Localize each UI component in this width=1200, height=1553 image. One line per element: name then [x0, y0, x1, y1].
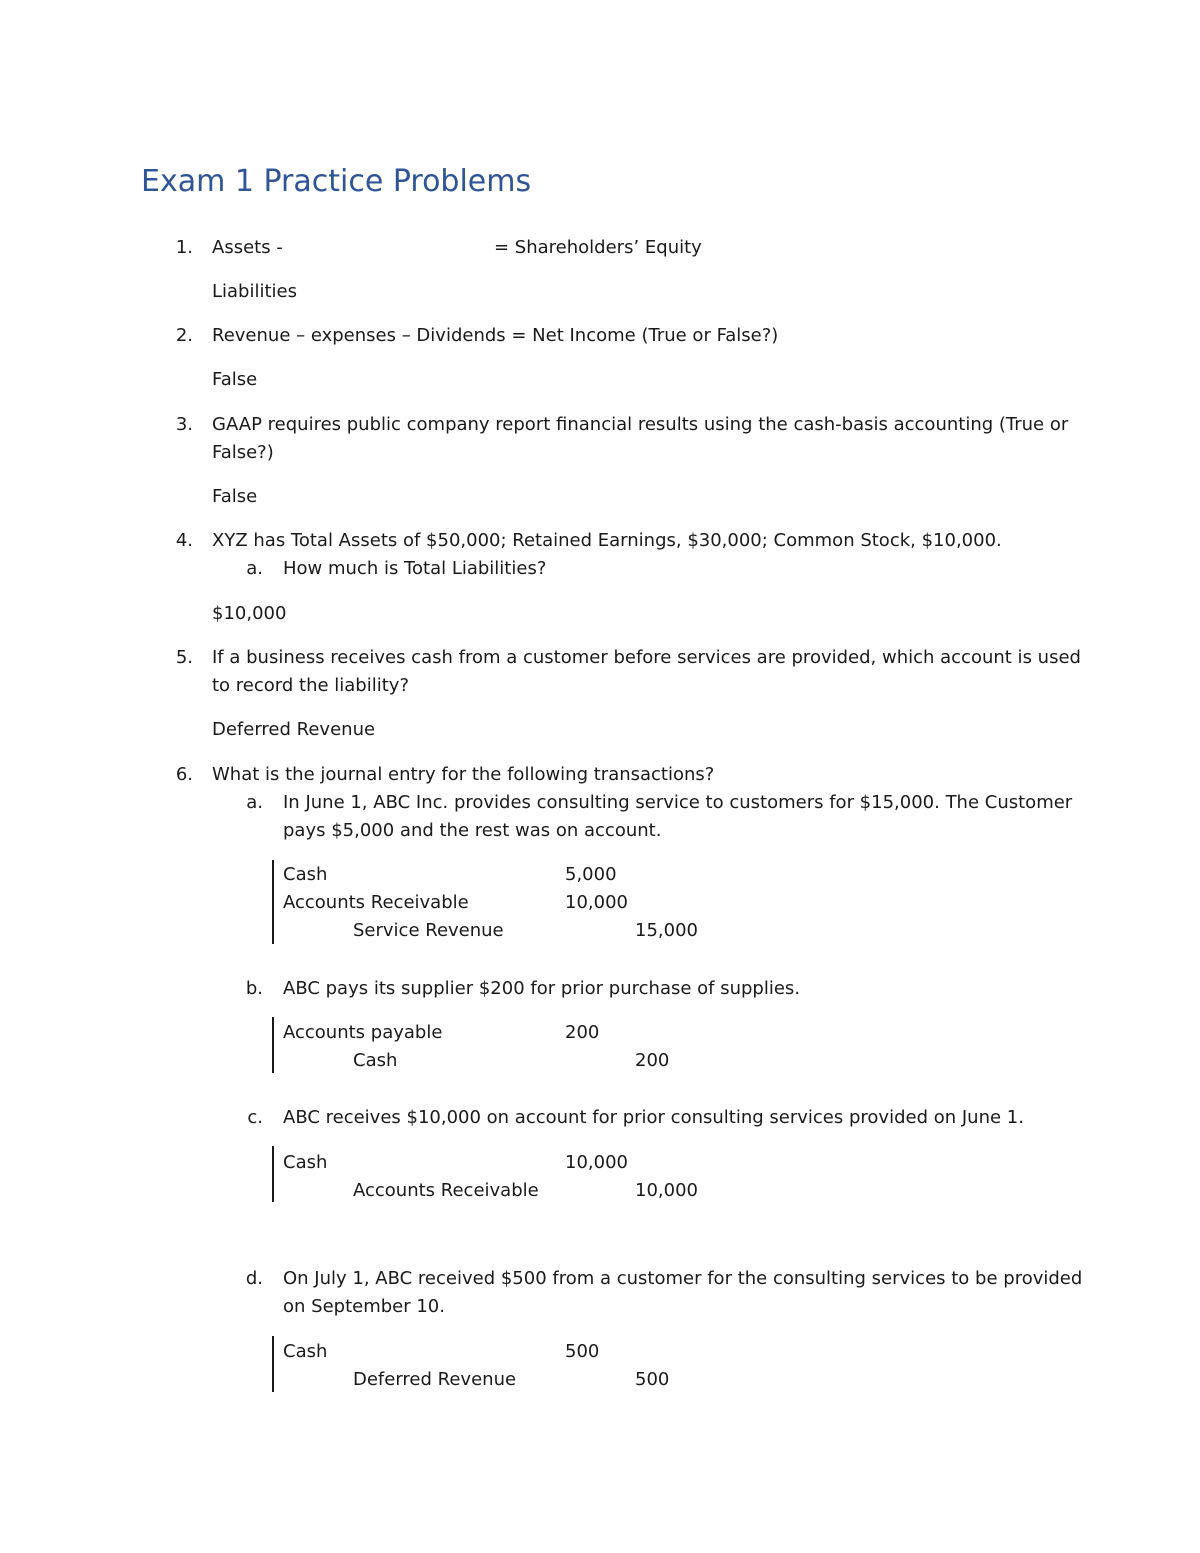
credit-account: Service Revenue — [353, 920, 504, 941]
debit-account: Accounts payable — [283, 1022, 443, 1043]
sub-question-text: pays $5,000 and the rest was on account. — [283, 820, 662, 841]
question-text: = Shareholders’ Equity — [494, 237, 702, 258]
question-text: Revenue – expenses – Dividends = Net Income (True or False?) — [212, 325, 779, 346]
question-text: False?) — [212, 442, 274, 463]
sub-question-letter: c. — [247, 1107, 263, 1128]
question-text: If a business receives cash from a customer before services are provided, which account is used — [212, 647, 1081, 668]
credit-account: Deferred Revenue — [353, 1369, 517, 1390]
question-text: XYZ has Total Assets of $50,000; Retained Earnings, $30,000; Common Stock, $10,000. — [212, 530, 1002, 551]
debit-amount: 500 — [565, 1341, 600, 1362]
question-number: 1. — [175, 237, 193, 258]
sub-question-letter: a. — [246, 792, 263, 813]
sub-question-text: How much is Total Liabilities? — [283, 558, 547, 579]
journal-entry-bar — [272, 1017, 274, 1073]
answer-text: Liabilities — [212, 281, 297, 302]
debit-amount: 5,000 — [565, 864, 617, 885]
question-number: 2. — [175, 325, 193, 346]
sub-question-text: ABC pays its supplier $200 for prior purchase of supplies. — [283, 978, 801, 999]
sub-question-text: In June 1, ABC Inc. provides consulting service to customers for $15,000. The Customer — [283, 792, 1073, 813]
question-number: 5. — [175, 647, 193, 668]
debit-account: Cash — [283, 1341, 328, 1362]
question-text: What is the journal entry for the following transactions? — [212, 764, 715, 785]
question-text: to record the liability? — [212, 675, 409, 696]
sub-question-text: on September 10. — [283, 1296, 445, 1317]
debit-account: Cash — [283, 864, 328, 885]
debit-amount: 10,000 — [565, 892, 628, 913]
question-text: Assets - — [212, 237, 283, 258]
sub-question-letter: b. — [245, 978, 263, 999]
answer-text: False — [212, 369, 258, 390]
sub-question-text: On July 1, ABC received $500 from a customer for the consulting services to be provided — [283, 1268, 1083, 1289]
answer-text: $10,000 — [212, 603, 287, 624]
credit-account: Cash — [353, 1050, 398, 1071]
page-title: Exam 1 Practice Problems — [141, 164, 532, 199]
sub-question-text: ABC receives $10,000 on account for prior consulting services provided on June 1. — [283, 1107, 1024, 1128]
credit-amount: 200 — [635, 1050, 670, 1071]
question-text: GAAP requires public company report financial results using the cash-basis accounting (True or — [212, 414, 1069, 435]
journal-entry-bar — [272, 1336, 274, 1392]
journal-entry-bar — [272, 1146, 274, 1202]
credit-amount: 10,000 — [635, 1180, 698, 1201]
credit-amount: 500 — [635, 1369, 670, 1390]
debit-amount: 10,000 — [565, 1152, 628, 1173]
debit-account: Cash — [283, 1152, 328, 1173]
credit-account: Accounts Receivable — [353, 1180, 539, 1201]
credit-amount: 15,000 — [635, 920, 698, 941]
sub-question-letter: a. — [246, 558, 263, 579]
question-number: 6. — [175, 764, 193, 785]
question-number: 4. — [175, 530, 193, 551]
journal-entry-bar — [272, 860, 274, 944]
debit-account: Accounts Receivable — [283, 892, 469, 913]
sub-question-letter: d. — [245, 1268, 263, 1289]
debit-amount: 200 — [565, 1022, 600, 1043]
answer-text: False — [212, 486, 258, 507]
question-number: 3. — [175, 414, 193, 435]
answer-text: Deferred Revenue — [212, 719, 376, 740]
